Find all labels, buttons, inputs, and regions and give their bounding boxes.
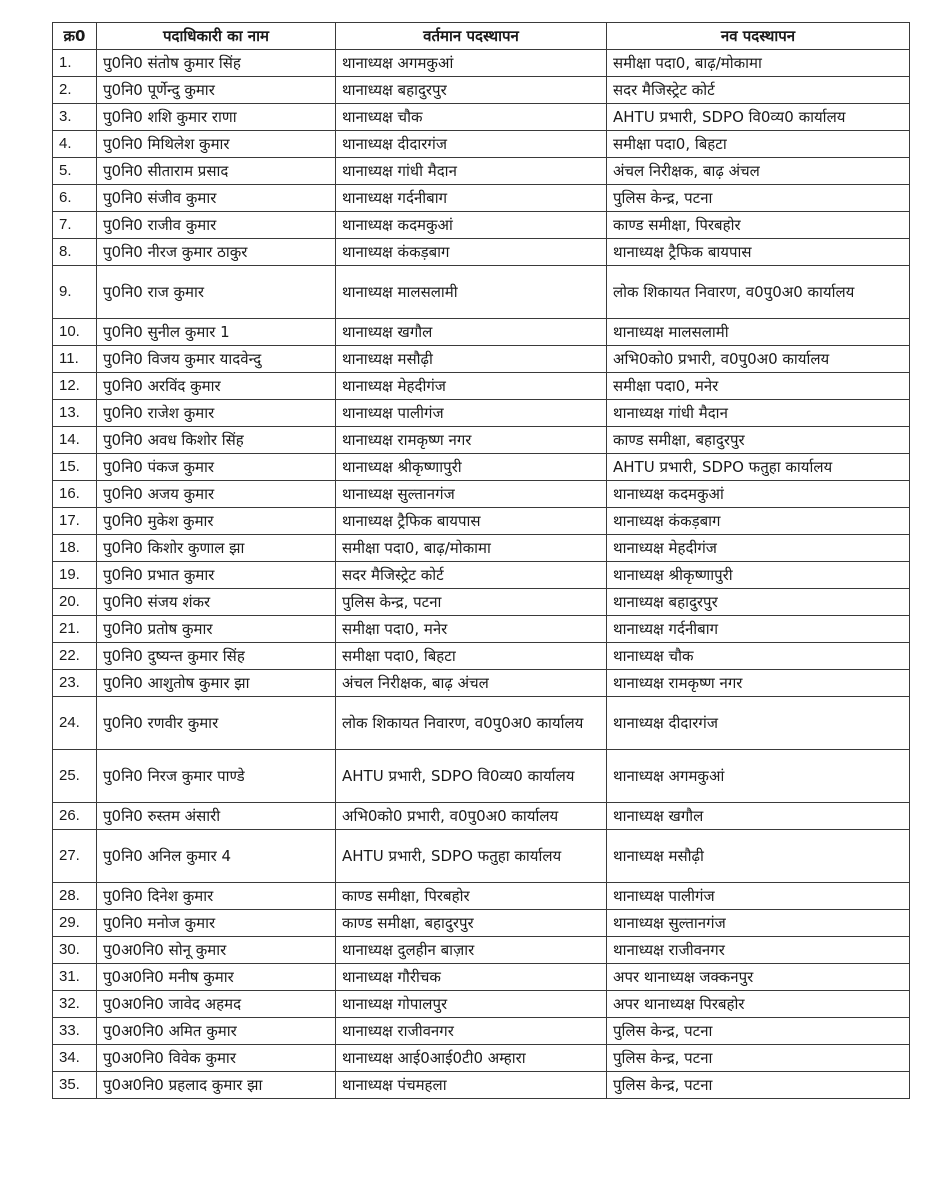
serial-cell: 34. bbox=[53, 1045, 97, 1072]
table-row bbox=[53, 212, 910, 239]
officer-name-cell: पु0नि0 राजेश कुमार bbox=[97, 400, 336, 427]
table-row bbox=[53, 883, 910, 910]
header-serial: क्र0 bbox=[53, 23, 97, 50]
current-posting-cell: लोक शिकायत निवारण, व0पु0अ0 कार्यालय bbox=[336, 697, 607, 750]
table-row bbox=[53, 562, 910, 589]
officer-name-cell: पु0नि0 किशोर कुणाल झा bbox=[97, 535, 336, 562]
new-posting-cell: थानाध्यक्ष सुल्तानगंज bbox=[607, 910, 910, 937]
new-posting-cell: लोक शिकायत निवारण, व0पु0अ0 कार्यालय bbox=[607, 266, 910, 319]
officer-name-cell: पु0नि0 प्रतोष कुमार bbox=[97, 616, 336, 643]
new-posting-cell: थानाध्यक्ष मसौढ़ी bbox=[607, 830, 910, 883]
new-posting-cell: पुलिस केन्द्र, पटना bbox=[607, 1045, 910, 1072]
officer-name-cell: पु0नि0 अरविंद कुमार bbox=[97, 373, 336, 400]
current-posting-cell: थानाध्यक्ष बहादुरपुर bbox=[336, 77, 607, 104]
serial-cell: 18. bbox=[53, 535, 97, 562]
table-body bbox=[53, 50, 910, 1099]
current-posting-cell: काण्ड समीक्षा, बहादुरपुर bbox=[336, 910, 607, 937]
officer-name-cell: पु0नि0 आशुतोष कुमार झा bbox=[97, 670, 336, 697]
table-row bbox=[53, 481, 910, 508]
current-posting-cell: थानाध्यक्ष अगमकुआं bbox=[336, 50, 607, 77]
serial-cell: 11. bbox=[53, 346, 97, 373]
officer-name-cell: पु0अ0नि0 प्रहलाद कुमार झा bbox=[97, 1072, 336, 1099]
current-posting-cell: थानाध्यक्ष मेहदीगंज bbox=[336, 373, 607, 400]
officer-name-cell: पु0अ0नि0 जावेद अहमद bbox=[97, 991, 336, 1018]
serial-cell: 14. bbox=[53, 427, 97, 454]
table-row bbox=[53, 319, 910, 346]
officer-name-cell: पु0नि0 प्रभात कुमार bbox=[97, 562, 336, 589]
new-posting-cell: थानाध्यक्ष ट्रैफिक बायपास bbox=[607, 239, 910, 266]
new-posting-cell: AHTU प्रभारी, SDPO वि0व्य0 कार्यालय bbox=[607, 104, 910, 131]
officer-name-cell: पु0नि0 दुष्यन्त कुमार सिंह bbox=[97, 643, 336, 670]
serial-cell: 17. bbox=[53, 508, 97, 535]
table-row bbox=[53, 991, 910, 1018]
current-posting-cell: थानाध्यक्ष रामकृष्ण नगर bbox=[336, 427, 607, 454]
current-posting-cell: थानाध्यक्ष पालीगंज bbox=[336, 400, 607, 427]
current-posting-cell: थानाध्यक्ष ट्रैफिक बायपास bbox=[336, 508, 607, 535]
serial-cell: 27. bbox=[53, 830, 97, 883]
table-row bbox=[53, 937, 910, 964]
table-row bbox=[53, 158, 910, 185]
serial-cell: 35. bbox=[53, 1072, 97, 1099]
table-row bbox=[53, 104, 910, 131]
serial-cell: 12. bbox=[53, 373, 97, 400]
serial-cell: 10. bbox=[53, 319, 97, 346]
current-posting-cell: थानाध्यक्ष चौक bbox=[336, 104, 607, 131]
table-row bbox=[53, 1018, 910, 1045]
current-posting-cell: थानाध्यक्ष गांधी मैदान bbox=[336, 158, 607, 185]
table-row bbox=[53, 346, 910, 373]
transfer-table bbox=[52, 22, 910, 1099]
serial-cell: 2. bbox=[53, 77, 97, 104]
new-posting-cell: थानाध्यक्ष मालसलामी bbox=[607, 319, 910, 346]
table-row bbox=[53, 185, 910, 212]
new-posting-cell: अंचल निरीक्षक, बाढ़ अंचल bbox=[607, 158, 910, 185]
officer-name-cell: पु0नि0 दिनेश कुमार bbox=[97, 883, 336, 910]
serial-cell: 15. bbox=[53, 454, 97, 481]
serial-cell: 30. bbox=[53, 937, 97, 964]
current-posting-cell: थानाध्यक्ष गौरीचक bbox=[336, 964, 607, 991]
table-row bbox=[53, 830, 910, 883]
table-row bbox=[53, 400, 910, 427]
new-posting-cell: थानाध्यक्ष गर्दनीबाग bbox=[607, 616, 910, 643]
new-posting-cell: काण्ड समीक्षा, बहादुरपुर bbox=[607, 427, 910, 454]
table-row bbox=[53, 239, 910, 266]
serial-cell: 13. bbox=[53, 400, 97, 427]
officer-name-cell: पु0अ0नि0 मनीष कुमार bbox=[97, 964, 336, 991]
table-row bbox=[53, 750, 910, 803]
officer-name-cell: पु0नि0 सुनील कुमार 1 bbox=[97, 319, 336, 346]
serial-cell: 19. bbox=[53, 562, 97, 589]
table-row bbox=[53, 910, 910, 937]
serial-cell: 4. bbox=[53, 131, 97, 158]
serial-cell: 7. bbox=[53, 212, 97, 239]
new-posting-cell: थानाध्यक्ष रामकृष्ण नगर bbox=[607, 670, 910, 697]
current-posting-cell: थानाध्यक्ष खगौल bbox=[336, 319, 607, 346]
new-posting-cell: AHTU प्रभारी, SDPO फतुहा कार्यालय bbox=[607, 454, 910, 481]
table-row bbox=[53, 670, 910, 697]
officer-name-cell: पु0नि0 अनिल कुमार 4 bbox=[97, 830, 336, 883]
table-row bbox=[53, 50, 910, 77]
header-new-posting: नव पदस्थापन bbox=[607, 23, 910, 50]
table-row bbox=[53, 535, 910, 562]
new-posting-cell: समीक्षा पदा0, बाढ़/मोकामा bbox=[607, 50, 910, 77]
officer-name-cell: पु0नि0 मिथिलेश कुमार bbox=[97, 131, 336, 158]
current-posting-cell: थानाध्यक्ष मसौढ़ी bbox=[336, 346, 607, 373]
table-row bbox=[53, 131, 910, 158]
new-posting-cell: अपर थानाध्यक्ष जक्कनपुर bbox=[607, 964, 910, 991]
current-posting-cell: थानाध्यक्ष आई0आई0टी0 अम्हारा bbox=[336, 1045, 607, 1072]
new-posting-cell: थानाध्यक्ष मेहदीगंज bbox=[607, 535, 910, 562]
officer-name-cell: पु0नि0 रणवीर कुमार bbox=[97, 697, 336, 750]
serial-cell: 22. bbox=[53, 643, 97, 670]
table-row bbox=[53, 616, 910, 643]
officer-name-cell: पु0नि0 सीताराम प्रसाद bbox=[97, 158, 336, 185]
officer-name-cell: पु0नि0 मनोज कुमार bbox=[97, 910, 336, 937]
new-posting-cell: पुलिस केन्द्र, पटना bbox=[607, 1018, 910, 1045]
serial-cell: 8. bbox=[53, 239, 97, 266]
new-posting-cell: अभि0को0 प्रभारी, व0पु0अ0 कार्यालय bbox=[607, 346, 910, 373]
new-posting-cell: समीक्षा पदा0, बिहटा bbox=[607, 131, 910, 158]
serial-cell: 31. bbox=[53, 964, 97, 991]
header-officer-name: पदाधिकारी का नाम bbox=[97, 23, 336, 50]
new-posting-cell: थानाध्यक्ष कंकड़बाग bbox=[607, 508, 910, 535]
table-row bbox=[53, 266, 910, 319]
officer-name-cell: पु0नि0 विजय कुमार यादवेन्दु bbox=[97, 346, 336, 373]
officer-name-cell: पु0नि0 अजय कुमार bbox=[97, 481, 336, 508]
officer-name-cell: पु0अ0नि0 सोनू कुमार bbox=[97, 937, 336, 964]
current-posting-cell: समीक्षा पदा0, मनेर bbox=[336, 616, 607, 643]
table-row bbox=[53, 697, 910, 750]
officer-name-cell: पु0नि0 पूर्णेन्दु कुमार bbox=[97, 77, 336, 104]
new-posting-cell: थानाध्यक्ष गांधी मैदान bbox=[607, 400, 910, 427]
table-row bbox=[53, 589, 910, 616]
serial-cell: 9. bbox=[53, 266, 97, 319]
serial-cell: 23. bbox=[53, 670, 97, 697]
officer-name-cell: पु0अ0नि0 अमित कुमार bbox=[97, 1018, 336, 1045]
new-posting-cell: थानाध्यक्ष खगौल bbox=[607, 803, 910, 830]
current-posting-cell: पुलिस केन्द्र, पटना bbox=[336, 589, 607, 616]
current-posting-cell: अंचल निरीक्षक, बाढ़ अंचल bbox=[336, 670, 607, 697]
current-posting-cell: थानाध्यक्ष कंकड़बाग bbox=[336, 239, 607, 266]
new-posting-cell: काण्ड समीक्षा, पिरबहोर bbox=[607, 212, 910, 239]
header-current-posting: वर्तमान पदस्थापन bbox=[336, 23, 607, 50]
table-row bbox=[53, 454, 910, 481]
current-posting-cell: समीक्षा पदा0, बिहटा bbox=[336, 643, 607, 670]
serial-cell: 3. bbox=[53, 104, 97, 131]
serial-cell: 16. bbox=[53, 481, 97, 508]
table-row bbox=[53, 77, 910, 104]
current-posting-cell: सदर मैजिस्ट्रेट कोर्ट bbox=[336, 562, 607, 589]
serial-cell: 32. bbox=[53, 991, 97, 1018]
officer-name-cell: पु0नि0 मुकेश कुमार bbox=[97, 508, 336, 535]
officer-name-cell: पु0नि0 संतोष कुमार सिंह bbox=[97, 50, 336, 77]
new-posting-cell: थानाध्यक्ष दीदारगंज bbox=[607, 697, 910, 750]
officer-name-cell: पु0नि0 पंकज कुमार bbox=[97, 454, 336, 481]
table-row bbox=[53, 964, 910, 991]
serial-cell: 29. bbox=[53, 910, 97, 937]
new-posting-cell: थानाध्यक्ष पालीगंज bbox=[607, 883, 910, 910]
officer-name-cell: पु0नि0 संजय शंकर bbox=[97, 589, 336, 616]
new-posting-cell: अपर थानाध्यक्ष पिरबहोर bbox=[607, 991, 910, 1018]
current-posting-cell: थानाध्यक्ष गर्दनीबाग bbox=[336, 185, 607, 212]
serial-cell: 26. bbox=[53, 803, 97, 830]
table-header-row bbox=[53, 23, 910, 50]
new-posting-cell: थानाध्यक्ष श्रीकृष्णापुरी bbox=[607, 562, 910, 589]
table-row bbox=[53, 1045, 910, 1072]
officer-name-cell: पु0नि0 अवध किशोर सिंह bbox=[97, 427, 336, 454]
new-posting-cell: समीक्षा पदा0, मनेर bbox=[607, 373, 910, 400]
current-posting-cell: समीक्षा पदा0, बाढ़/मोकामा bbox=[336, 535, 607, 562]
current-posting-cell: थानाध्यक्ष पंचमहला bbox=[336, 1072, 607, 1099]
serial-cell: 1. bbox=[53, 50, 97, 77]
current-posting-cell: AHTU प्रभारी, SDPO वि0व्य0 कार्यालय bbox=[336, 750, 607, 803]
officer-name-cell: पु0नि0 राजीव कुमार bbox=[97, 212, 336, 239]
current-posting-cell: काण्ड समीक्षा, पिरबहोर bbox=[336, 883, 607, 910]
new-posting-cell: थानाध्यक्ष कदमकुआं bbox=[607, 481, 910, 508]
officer-name-cell: पु0नि0 नीरज कुमार ठाकुर bbox=[97, 239, 336, 266]
current-posting-cell: थानाध्यक्ष गोपालपुर bbox=[336, 991, 607, 1018]
serial-cell: 28. bbox=[53, 883, 97, 910]
new-posting-cell: थानाध्यक्ष चौक bbox=[607, 643, 910, 670]
serial-cell: 20. bbox=[53, 589, 97, 616]
current-posting-cell: थानाध्यक्ष राजीवनगर bbox=[336, 1018, 607, 1045]
officer-name-cell: पु0अ0नि0 विवेक कुमार bbox=[97, 1045, 336, 1072]
table-row bbox=[53, 803, 910, 830]
current-posting-cell: थानाध्यक्ष दुलहीन बाज़ार bbox=[336, 937, 607, 964]
serial-cell: 25. bbox=[53, 750, 97, 803]
table-row bbox=[53, 427, 910, 454]
officer-name-cell: पु0नि0 रुस्तम अंसारी bbox=[97, 803, 336, 830]
table-row bbox=[53, 508, 910, 535]
current-posting-cell: AHTU प्रभारी, SDPO फतुहा कार्यालय bbox=[336, 830, 607, 883]
serial-cell: 21. bbox=[53, 616, 97, 643]
serial-cell: 33. bbox=[53, 1018, 97, 1045]
new-posting-cell: पुलिस केन्द्र, पटना bbox=[607, 1072, 910, 1099]
new-posting-cell: थानाध्यक्ष बहादुरपुर bbox=[607, 589, 910, 616]
table-row bbox=[53, 643, 910, 670]
serial-cell: 6. bbox=[53, 185, 97, 212]
current-posting-cell: थानाध्यक्ष सुल्तानगंज bbox=[336, 481, 607, 508]
current-posting-cell: थानाध्यक्ष दीदारगंज bbox=[336, 131, 607, 158]
current-posting-cell: थानाध्यक्ष मालसलामी bbox=[336, 266, 607, 319]
current-posting-cell: अभि0को0 प्रभारी, व0पु0अ0 कार्यालय bbox=[336, 803, 607, 830]
officer-name-cell: पु0नि0 संजीव कुमार bbox=[97, 185, 336, 212]
table-row bbox=[53, 373, 910, 400]
serial-cell: 5. bbox=[53, 158, 97, 185]
new-posting-cell: सदर मैजिस्ट्रेट कोर्ट bbox=[607, 77, 910, 104]
new-posting-cell: थानाध्यक्ष अगमकुआं bbox=[607, 750, 910, 803]
current-posting-cell: थानाध्यक्ष श्रीकृष्णापुरी bbox=[336, 454, 607, 481]
table-row bbox=[53, 1072, 910, 1099]
new-posting-cell: पुलिस केन्द्र, पटना bbox=[607, 185, 910, 212]
officer-name-cell: पु0नि0 निरज कुमार पाण्डे bbox=[97, 750, 336, 803]
officer-name-cell: पु0नि0 शशि कुमार राणा bbox=[97, 104, 336, 131]
current-posting-cell: थानाध्यक्ष कदमकुआं bbox=[336, 212, 607, 239]
officer-name-cell: पु0नि0 राज कुमार bbox=[97, 266, 336, 319]
new-posting-cell: थानाध्यक्ष राजीवनगर bbox=[607, 937, 910, 964]
serial-cell: 24. bbox=[53, 697, 97, 750]
